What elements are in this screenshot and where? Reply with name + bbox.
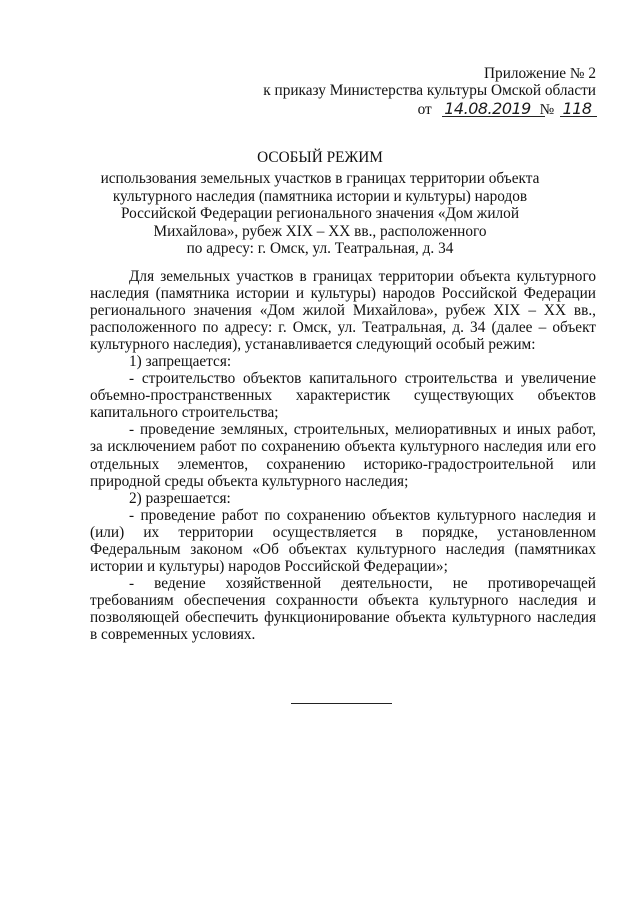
subtitle-line-3: Российской Федерации регионального значения «Дом жилой [120,205,520,223]
subtitle-line-2: культурного наследия (памятника истории и культуры) народов [112,187,528,205]
handwritten-date: 14.08.2019 [444,99,531,118]
intro-paragraph: Для земельных участков в границах территории объекта культурного наследия (памятника истории и культуры) народов Российской Федерации регионального значения «Дом жилой Михайлова», рубеж XIX – XX вв., расположенного по адресу: г. Омск, ул. Театральная, д. 34 (далее – объект культурного наследия), устанавливается следующий особый режим: [90,268,596,354]
date-underline [442,116,545,117]
section-1-item-2: - проведение земляных, строительных, мелиоративных и иных работ, за исключением работ по сохранению объекта культурного наследия или его отдельных элементов, сохранению историко-градостроительной или природной среды объекта культурного наследия; [90,421,596,490]
section-2-item-2: - ведение хозяйственной деятельности, не противоречащей требованиям обеспечения сохранности объекта культурного наследия и позволяющей обеспечить функционирование объекта культурного наследия в современных условиях. [90,574,596,643]
date-prefix: от [417,101,432,118]
section-1-item-1: - строительство объектов капитального строительства и увеличение объемно-пространственных характеристик существующих объектов капитального строительства; [90,370,596,422]
subtitle-line-1: использования земельных участков в границах территории объекта [100,170,540,187]
number-prefix: № [539,101,555,118]
appendix-label: Приложение № 2 [484,65,596,82]
number-underline [560,116,597,117]
title-block [60,148,580,258]
section-2-heading: 2) разрешается: [129,489,231,507]
handwritten-number: 118 [562,99,592,118]
section-2-item-1: - проведение работ по сохранению объектов культурного наследия и (или) их территории осуществляется в порядке, установленном Федеральным законом «Об объектах культурного наследия (памятниках истории и культуры) народов Российской Федерации»; [90,506,596,575]
section-1-heading: 1) запрещается: [129,353,232,371]
subtitle-line-4: Михайлова», рубеж XIX – XX вв., расположенного [153,222,487,240]
subtitle-line-5: по адресу: г. Омск, ул. Театральная, д. 34 [186,240,454,258]
document-body [90,268,596,643]
order-reference: к приказу Министерства культуры Омской области [263,82,596,99]
document-title: ОСОБЫЙ РЕЖИМ [257,149,383,166]
closing-rule [291,703,392,704]
